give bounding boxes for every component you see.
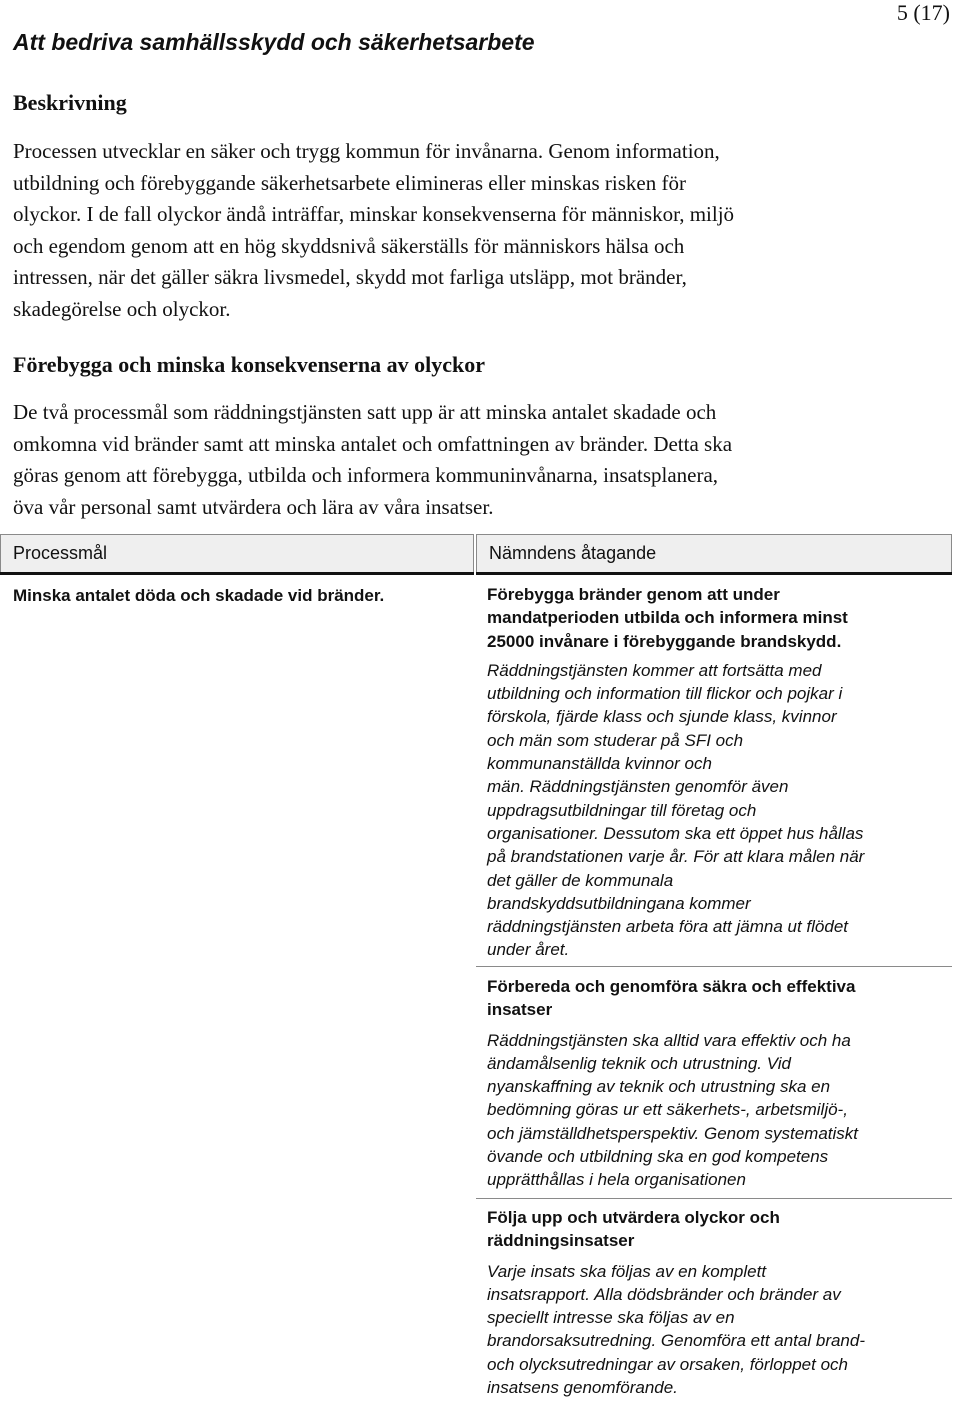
text-line: mandatperioden utbilda och informera minst: [487, 608, 848, 628]
text-line: omkomna vid bränder samt att minska antalet och omfattningen av bränder. Detta ska: [13, 431, 733, 456]
text-line: övande och utbildning ska en god kompetens: [487, 1147, 829, 1167]
text-line: De två processmål som räddningstjänsten satt upp är att minska antalet skadade och: [13, 400, 717, 424]
text-line: på brandstationen varje år. För att klara målen när: [487, 847, 865, 867]
text-line: brandskyddsutbildningana kommer: [487, 893, 751, 913]
text-line: Räddningstjänsten ska alltid vara effektiv och ha: [487, 1030, 851, 1050]
text-line: Varje insats ska följas av en komplett: [487, 1261, 767, 1281]
text-line: under året.: [487, 940, 570, 960]
text-line: Förebygga bränder genom att under: [487, 585, 780, 604]
text-line: ändamålsenlig teknik och utrustning. Vid: [487, 1053, 791, 1073]
commitment-description: [487, 659, 947, 962]
commitment-block: [487, 1206, 947, 1399]
commitment-title: [487, 975, 947, 1022]
text-line: Följa upp och utvärdera olyckor och: [487, 1208, 780, 1227]
header-rule: [0, 572, 474, 575]
text-line: insatsens genomförande.: [487, 1378, 678, 1398]
header-rule: [476, 572, 952, 575]
table-header-commitment: [476, 534, 952, 572]
text-line: och män som studerar på SFI och: [487, 730, 744, 750]
description-paragraph: [13, 136, 948, 326]
header-label: Nämndens åtagande: [489, 543, 657, 563]
commitment-description: [487, 1029, 947, 1192]
text-line: upprätthållas i hela organisationen: [487, 1170, 746, 1190]
text-line: insatsrapport. Alla dödsbränder och bränder av: [487, 1284, 841, 1304]
commitment-title: [487, 1206, 947, 1253]
text-line: det gäller de kommunala: [487, 870, 674, 890]
text-line: speciellt intresse ska följas av en: [487, 1308, 735, 1328]
text-line: brandorsaksutredning. Genomföra ett antal brand-: [487, 1331, 866, 1351]
text-line: Processen utvecklar en säker och trygg kommun för invånarna. Genom information,: [13, 139, 720, 163]
text-line: och egendom genom att en hög skyddsnivå säkerställs för människors hälsa och: [13, 233, 685, 258]
text-line: nyanskaffning av teknik och utrustning ska en: [487, 1077, 831, 1097]
process-goal: Minska antalet döda och skadade vid bränder.: [13, 586, 385, 605]
text-line: 25000 invånare i förebyggande brandskydd.: [487, 631, 842, 651]
text-line: utbildning och förebyggande säkerhetsarbete elimineras eller minskas risken för: [13, 170, 686, 195]
text-line: intressen, när det gäller säkra livsmedel, skydd mot farliga utsläpp, mot bränder,: [13, 265, 687, 290]
text-line: och olycksutredningar av orsaken, förloppet och: [487, 1354, 848, 1374]
row-divider: [476, 1198, 952, 1199]
text-line: organisationer. Dessutom ska ett öppet hus hållas: [487, 823, 864, 843]
prevent-heading: Förebygga och minska konsekvenserna av olyckor: [13, 352, 486, 377]
commitment-title: [487, 583, 947, 653]
text-line: insatser: [487, 1000, 553, 1020]
text-line: olyckor. I de fall olyckor ändå inträffar, minskar konsekvenserna för människor, miljö: [13, 202, 735, 227]
text-line: uppdragsutbildningar till företag och: [487, 800, 757, 820]
page-number: 5 (17): [896, 0, 950, 25]
text-line: förskola, fjärde klass och sjunde klass, kvinnor: [487, 707, 837, 727]
commitment-description: [487, 1260, 947, 1400]
text-line: utbildning och information till flickor och pojkar i: [487, 684, 843, 704]
text-line: Förbereda och genomföra säkra och effektiva: [487, 977, 856, 996]
text-line: kommunanställda kvinnor och: [487, 754, 712, 774]
text-line: skadegörelse och olyckor.: [13, 296, 231, 321]
document-title: Att bedriva samhällsskydd och säkerhetsarbete: [13, 29, 535, 55]
text-line: öva vår personal samt utvärdera och lära av våra insatser.: [13, 494, 494, 519]
text-line: Räddningstjänsten kommer att fortsätta med: [487, 660, 822, 680]
text-line: räddningstjänsten arbeta föra att jämna ut flödet: [487, 917, 849, 937]
text-line: göras genom att förebygga, utbilda och informera kommuninvånarna, insatsplanera,: [13, 463, 719, 488]
text-line: bedömning göras ur ett säkerhets-, arbetsmiljö-,: [487, 1100, 848, 1120]
commitment-block: [487, 975, 947, 1192]
text-line: räddningsinsatser: [487, 1231, 635, 1251]
header-label: Processmål: [13, 543, 108, 563]
description-heading: Beskrivning: [13, 90, 127, 115]
text-line: och jämställdhetsperspektiv. Genom systematiskt: [487, 1123, 858, 1143]
commitment-block: [487, 583, 947, 962]
prevent-paragraph: [13, 397, 948, 523]
row-divider: [476, 966, 952, 967]
table-header-goal: [0, 534, 474, 572]
text-line: män. Räddningstjänsten genomför även: [487, 777, 789, 797]
